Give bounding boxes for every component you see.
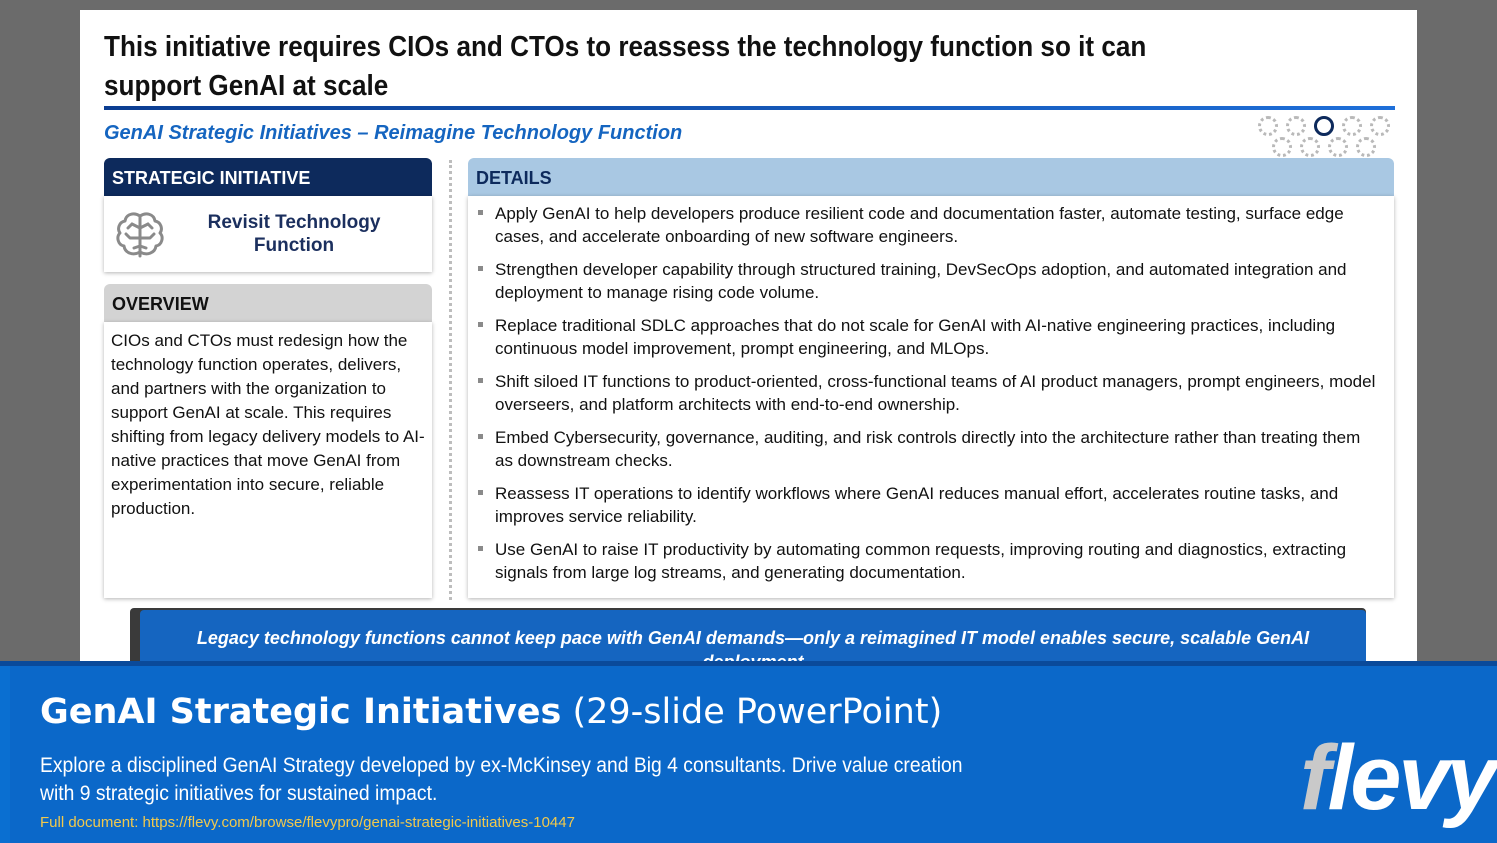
full-document-link[interactable]: Full document: https://flevy.com/browse/flevypro/genai-strategic-initiatives-10447 [40, 814, 575, 831]
details-item: Embed Cybersecurity, governance, auditing, and risk controls directly into the architecture rather than treating them as downstream checks. [478, 426, 1378, 472]
gear-active-icon [1314, 116, 1334, 136]
gear-icon [1300, 137, 1320, 157]
gear-icon [1286, 116, 1306, 136]
details-item: Apply GenAI to help developers produce resilient code and documentation faster, automate testing, surface edge cases, and accelerate onboarding of new software engineers. [478, 202, 1378, 248]
overview-box [104, 322, 432, 598]
promo-title-light: (29-slide PowerPoint) [572, 692, 943, 732]
slide-title: This initiative requires CIOs and CTOs to reassess the technology function so it can support GenAI at scale [104, 31, 1147, 102]
strategic-initiative-box [104, 196, 432, 272]
callout-banner: Legacy technology functions cannot keep pace with GenAI demands—only a reimagined IT model enables secure, scalable GenAI [140, 610, 1366, 670]
gear-icon [1342, 116, 1362, 136]
brain-icon [114, 208, 166, 260]
details-item: Reassess IT operations to identify workflows where GenAI reduces manual effort, accelerates routine tasks, and improves service reliability. [478, 482, 1378, 528]
details-item: Replace traditional SDLC approaches that do not scale for GenAI with AI-native engineering practices, including continuous model improvement, prompt engineering, and MLOps. [478, 314, 1378, 360]
details-box [468, 196, 1394, 598]
gear-icon [1370, 116, 1390, 136]
promo-description: Explore a disciplined GenAI Strategy developed by ex-McKinsey and Big 4 consultants. Drive value creation with 9 strategic initiatives for sustained impact. [40, 754, 963, 805]
overview-header: OVERVIEW [104, 284, 432, 322]
details-item: Strengthen developer capability through structured training, DevSecOps adoption, and automated integration and deployment to manage rising code volume. [478, 258, 1378, 304]
gear-icon [1356, 137, 1376, 157]
promo-title-bold: GenAI Strategic Initiatives [40, 692, 562, 732]
details-item: Use GenAI to raise IT productivity by automating common requests, improving routing and diagnostics, extracting signals from large log streams, and generating documentation. [478, 538, 1378, 584]
progress-gears-icon [1256, 112, 1386, 158]
title-divider [104, 106, 1395, 110]
slide-subtitle: GenAI Strategic Initiatives – Reimagine Technology Function [104, 122, 683, 144]
flevy-logo[interactable]: flevy [1300, 727, 1495, 829]
details-item: Shift siloed IT functions to product-oriented, cross-functional teams of AI product managers, prompt engineers, model overseers, and platform architects with end-to-end ownership. [478, 370, 1378, 416]
details-list [478, 202, 1378, 594]
details-header: DETAILS [468, 158, 1394, 196]
slide [80, 10, 1417, 670]
promo-title [40, 692, 942, 732]
promo-banner-body [10, 666, 1497, 843]
strategic-initiative-label: Revisit Technology Function [207, 212, 381, 256]
column-divider [449, 160, 452, 600]
gear-icon [1258, 116, 1278, 136]
gear-icon [1272, 137, 1292, 157]
gear-icon [1328, 137, 1348, 157]
overview-text: CIOs and CTOs must redesign how the technology function operates, delivers, and partners with the organization to support GenAI at scale. This requires shifting from legacy delivery models to AI-native practices that move GenAI from experimentation into secure, reliable production. [111, 331, 425, 518]
strategic-initiative-header: STRATEGIC INITIATIVE [104, 158, 432, 196]
promo-banner [0, 661, 1497, 843]
